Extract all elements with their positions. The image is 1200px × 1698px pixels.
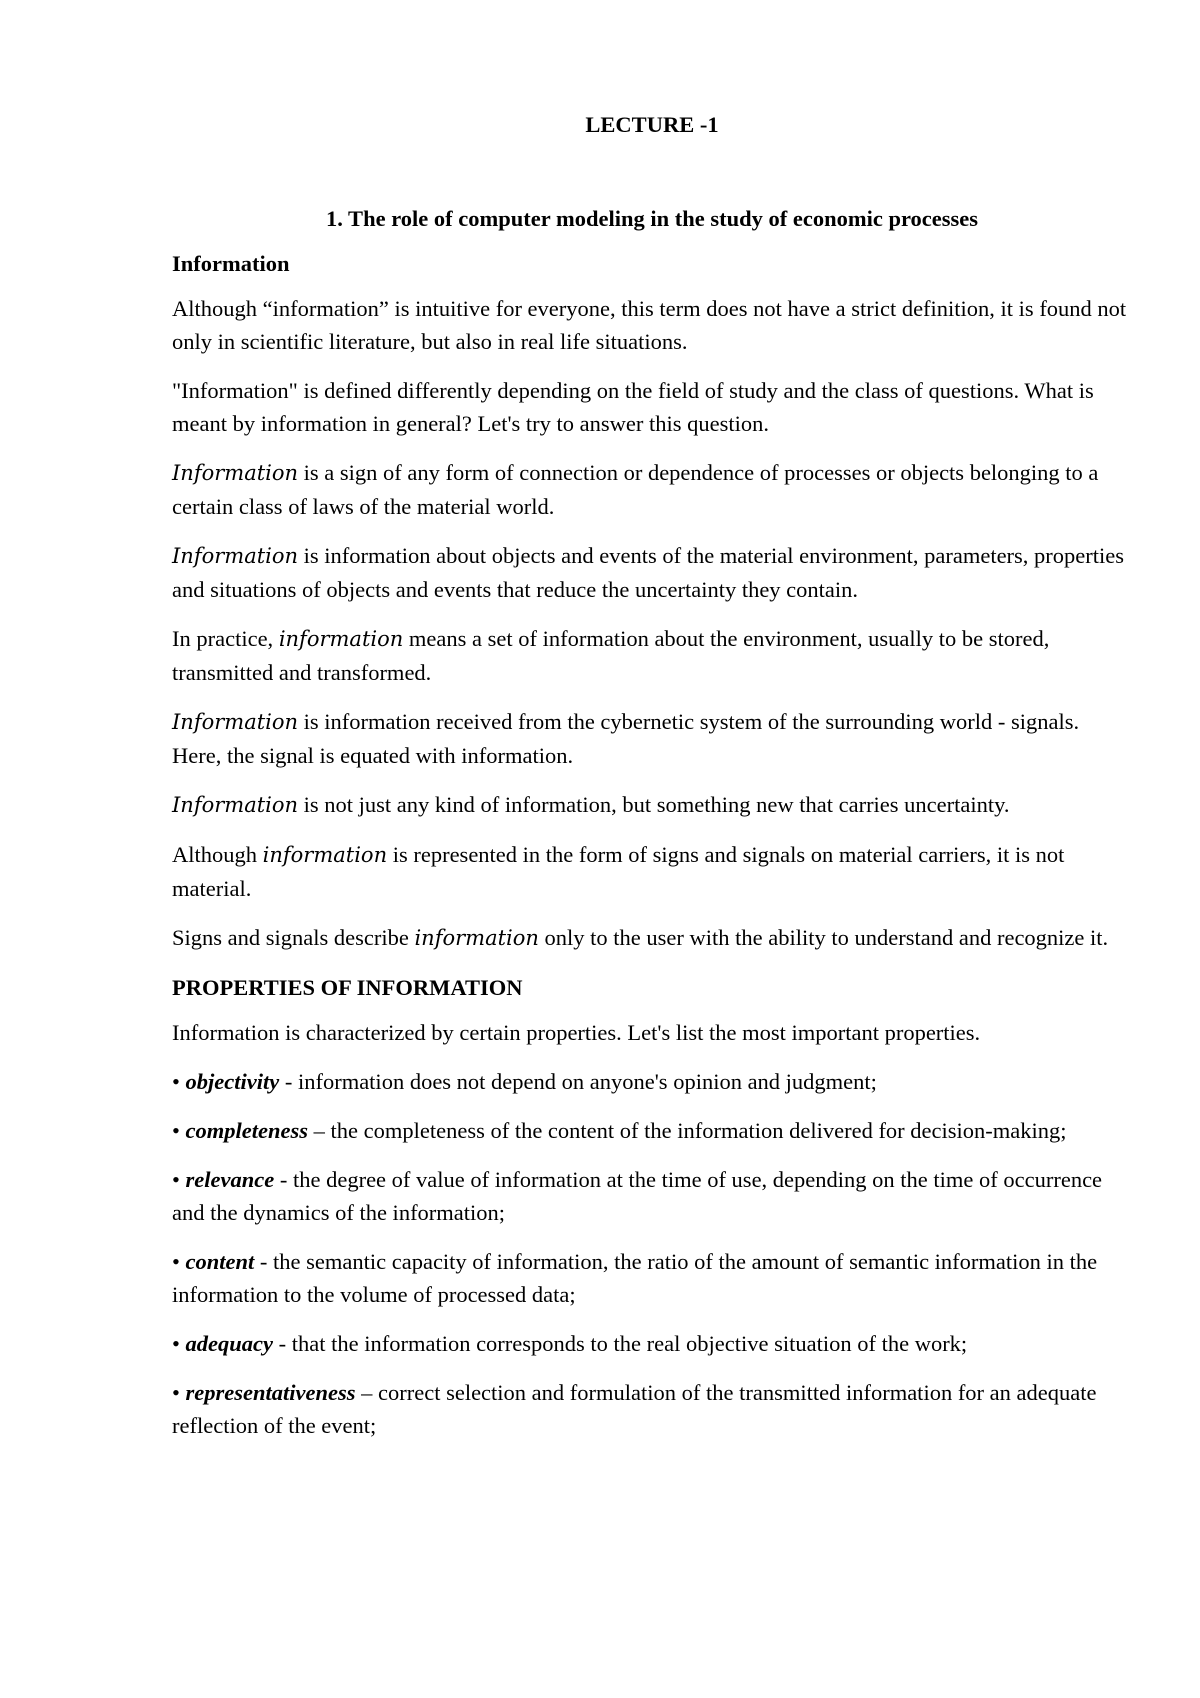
property-term: representativeness xyxy=(185,1380,356,1405)
property-description: – the completeness of the content of the information delivered for decision-making; xyxy=(308,1118,1067,1143)
property-description: - information does not depend on anyone's opinion and judgment; xyxy=(279,1069,877,1094)
bullet-marker: • xyxy=(172,1118,186,1143)
paragraph-text: is represented in the form of signs and signals on material carriers, it is not material. xyxy=(172,842,1065,901)
paragraph-7 xyxy=(172,788,1132,822)
property-item-completeness xyxy=(172,1114,1132,1147)
paragraph-6 xyxy=(172,705,1132,772)
italic-term: information xyxy=(262,843,388,867)
paragraph-text: is a sign of any form of connection or dependence of processes or objects belonging to a certain class of laws of the material world. xyxy=(172,460,1099,519)
paragraph-1: Although “information” is intuitive for everyone, this term does not have a strict definition, it is found not only in scientific literature, but also in real life situations. xyxy=(172,296,1127,354)
paragraph-5 xyxy=(172,622,1132,689)
paragraph-2: "Information" is defined differently depending on the field of study and the class of questions. What is meant by information in general? Let's try to answer this question. xyxy=(172,378,1094,436)
paragraph-text: In practice, xyxy=(172,626,279,651)
italic-term: information xyxy=(414,926,539,950)
properties-heading: PROPERTIES OF INFORMATION xyxy=(172,975,523,1000)
paragraph-text: is not just any kind of information, but something new that carries uncertainty. xyxy=(298,792,1010,817)
paragraph-text: only to the user with the ability to understand and recognize it. xyxy=(538,925,1109,950)
property-item-representativeness xyxy=(172,1376,1132,1442)
lecture-title: LECTURE -1 xyxy=(585,112,719,137)
property-term: relevance xyxy=(185,1167,275,1192)
property-term: objectivity xyxy=(185,1069,280,1094)
property-description: - that the information corresponds to the real objective situation of the work; xyxy=(273,1331,968,1356)
italic-term: Information xyxy=(172,544,299,568)
paragraph-text: Although xyxy=(172,842,263,867)
bullet-marker: • xyxy=(172,1167,186,1192)
properties-intro: Information is characterized by certain properties. Let's list the most important properties. xyxy=(172,1020,981,1045)
property-term: content xyxy=(185,1249,255,1274)
property-item-relevance xyxy=(172,1163,1132,1229)
property-description: – correct selection and formulation of the transmitted information for an adequate reflection of the event; xyxy=(172,1380,1097,1438)
paragraph-text: is information received from the cybernetic system of the surrounding world - signals. Here, the signal is equated with information. xyxy=(172,709,1080,768)
subheading-information: Information xyxy=(172,251,290,276)
property-term: completeness xyxy=(185,1118,308,1143)
document-page xyxy=(172,108,1132,1458)
property-term: adequacy xyxy=(185,1331,273,1356)
property-description: - the semantic capacity of information, the ratio of the amount of semantic information in the information to the volume of processed data; xyxy=(172,1249,1098,1307)
paragraph-8 xyxy=(172,838,1132,905)
bullet-marker: • xyxy=(172,1249,186,1274)
paragraph-text: means a set of information about the environment, usually to be stored, transmitted and transformed. xyxy=(172,626,1050,685)
property-description: - the degree of value of information at the time of use, depending on the time of occurrence and the dynamics of the information; xyxy=(172,1167,1103,1225)
paragraph-9 xyxy=(172,921,1132,955)
property-item-adequacy xyxy=(172,1327,1132,1360)
italic-term: Information xyxy=(172,710,299,734)
paragraph-4 xyxy=(172,539,1132,606)
italic-term: Information xyxy=(172,793,299,817)
italic-term: Information xyxy=(172,461,299,485)
paragraph-text: Signs and signals describe xyxy=(172,925,415,950)
bullet-marker: • xyxy=(172,1331,186,1356)
italic-term: information xyxy=(278,627,404,651)
property-item-objectivity xyxy=(172,1065,1132,1098)
bullet-marker: • xyxy=(172,1069,186,1094)
bullet-marker: • xyxy=(172,1380,186,1405)
paragraph-text: is information about objects and events of the material environment, parameters, properties and situations of objects and events that reduce the uncertainty they contain. xyxy=(172,543,1125,602)
section-heading: 1. The role of computer modeling in the study of economic processes xyxy=(325,206,979,231)
property-item-content xyxy=(172,1245,1132,1311)
paragraph-3 xyxy=(172,456,1132,523)
